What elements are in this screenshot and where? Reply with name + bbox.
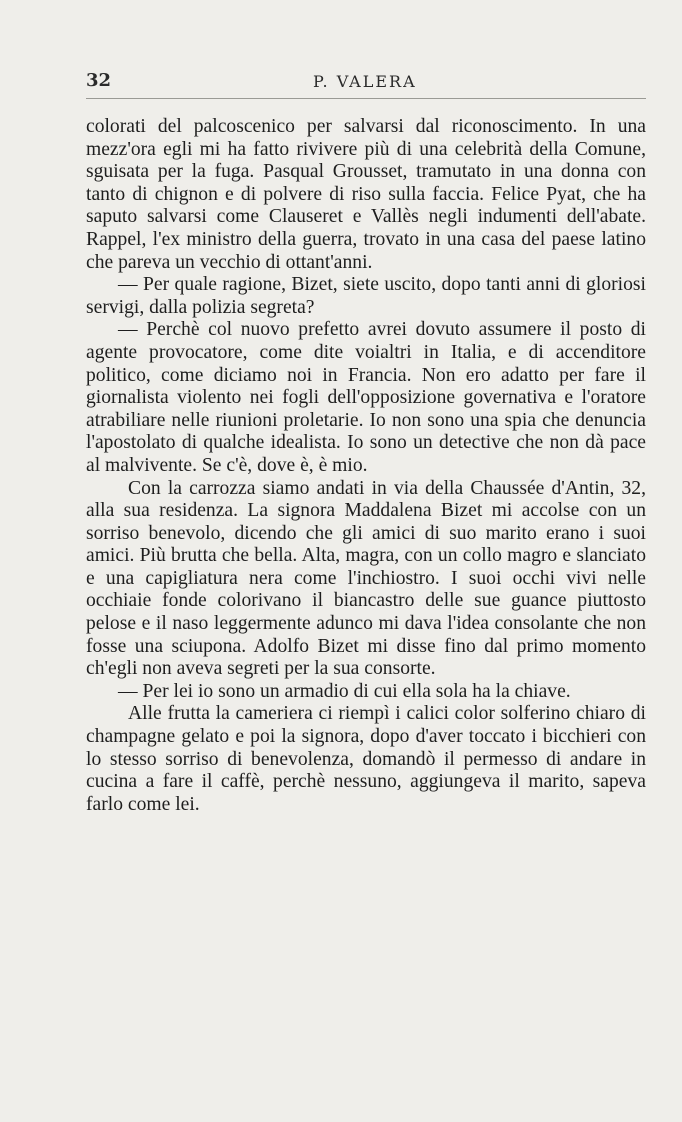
paragraph: Con la carrozza siamo andati in via della Chaussée d'Antin, 32, alla sua residenza. La signora Maddalena Bizet mi accolse con un sorriso benevolo, dicendo che gli amici di suo marito erano i suoi amici. Più brutta che bella. Alta, magra, con un collo magro e slanciato e una capigliatura nera come l'inchiostro. I suoi occhi vivi nelle occhiaie fonde colorivano il biancastro delle sue guance piuttosto pelose e il naso leggermente adunco mi dava l'idea consolante che non fosse una sciupona. Adolfo Bizet mi disse fino dal primo momento ch'egli non aveva segreti per la sua consorte. (86, 477, 646, 680)
page-header (86, 70, 646, 96)
paragraph: colorati del palcoscenico per salvarsi dal riconoscimento. In una mezz'ora egli mi ha fatto rivivere più di una celebrità della Comune, sguisata per la fuga. Pasqual Grousset, tramutato in una donna con tanto di chignon e di polvere di riso sulla faccia. Felice Pyat, che ha saputo salvarsi come Clauseret e Vallès negli indumenti dell'abate. Rappel, l'ex ministro della guerra, trovato in una casa del paese latino che pareva un vecchio di ottant'anni. (86, 116, 646, 273)
header-rule (86, 98, 646, 99)
body-text (86, 116, 646, 816)
running-head: P. VALERA (313, 72, 417, 91)
paragraph: — Perchè col nuovo prefetto avrei dovuto assumere il posto di agente provocatore, come dite voialtri in Italia, e di accenditore politico, come diciamo noi in Francia. Non ero adatto per fare il giornalista violento nei fogli dell'opposizione governativa e l'oratore atrabiliare nelle riunioni proletarie. Io non sono una spia che denuncia l'apostolato di qualche idealista. Io sono un detective che non dà pace al malvivente. Se c'è, dove è, è mio. (86, 319, 646, 476)
paragraph: — Per lei io sono un armadio di cui ella sola ha la chiave. (118, 680, 571, 702)
page-number: 32 (86, 70, 112, 91)
paragraph: Alle frutta la cameriera ci riempì i calici color solferino chiaro di champagne gelato e poi la signora, dopo d'aver toccato i bicchieri con lo stesso sorriso di benevolenza, domandò il permesso di andare in cucina a fare il caffè, perchè nessuno, aggiungeva il marito, sapeva farlo come lei. (86, 703, 646, 815)
paragraph: — Per quale ragione, Bizet, siete uscito, dopo tanti anni di gloriosi servigi, dalla polizia segreta? (86, 274, 646, 318)
